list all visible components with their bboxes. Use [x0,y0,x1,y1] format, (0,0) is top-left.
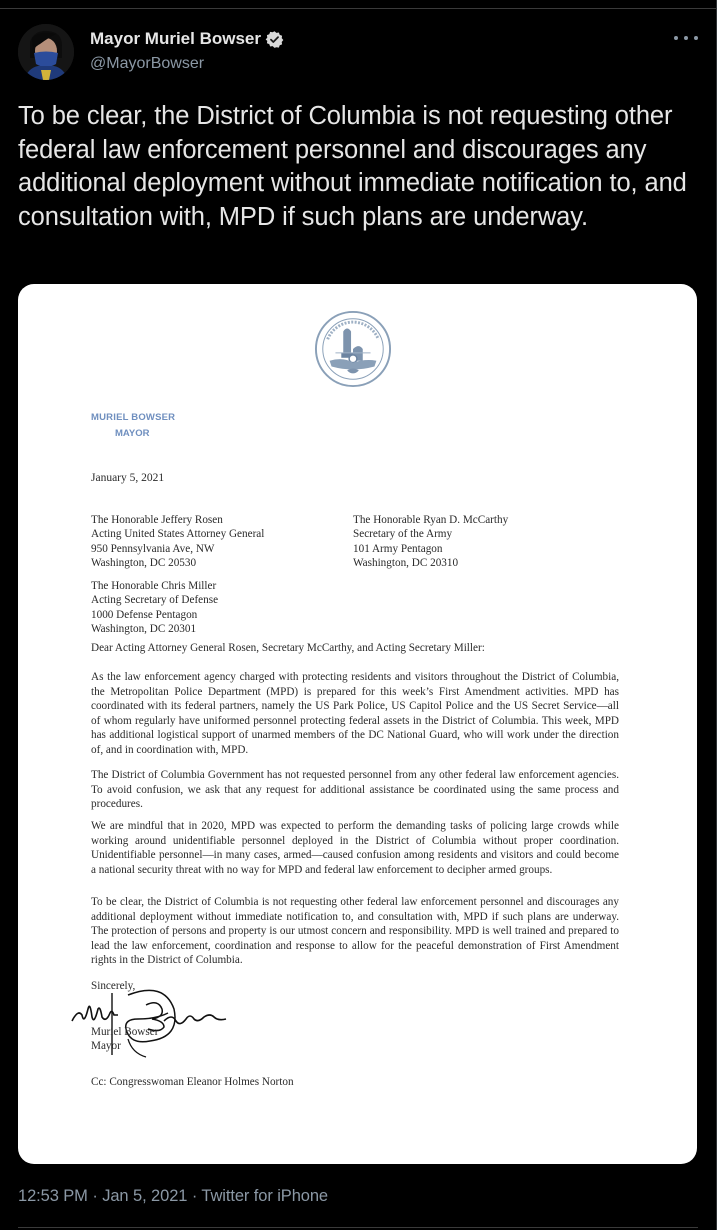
letter-paragraph-1: As the law enforcement agency charged with protecting residents and visitors throughout the District of Columbia, the Metropolitan Police Department (MPD) is prepared for this week’s First Amendment activities. MPD has coordinated with its federal partners, namely the US Park Police, US Capitol Police and the US Secret Service—all of whom regularly have uniformed personnel protecting federal assets in the District of Columbia. This week, MPD has additional logistical support of unarmed members of the DC National Guard, who will work under the direction of, and in coordination with, MPD. [91,671,619,756]
address-line: Washington, DC 20301 [91,622,197,635]
avatar[interactable] [18,24,74,80]
letter-date: January 5, 2021 [91,472,165,484]
separator: · [191,1187,198,1205]
tweet-metadata [18,1187,328,1206]
tweet-header [18,24,708,84]
tweet-source-link[interactable]: Twitter for iPhone [201,1187,329,1205]
verified-badge-icon [265,30,284,49]
address-line: The Honorable Chris Miller [91,580,217,592]
letter-salutation: Dear Acting Attorney General Rosen, Secretary McCarthy, and Acting Secretary Miller: [91,642,485,654]
address-line: Acting United States Attorney General [91,528,265,541]
address-line: Washington, DC 20530 [91,556,197,569]
tweet-time[interactable]: 12:53 PM [18,1187,88,1205]
recipient-address-rosen [91,513,264,570]
signer-name: Muriel Bowser [91,1026,159,1038]
recipient-address-mccarthy [353,513,508,570]
address-line: 1000 Defense Pentagon [91,608,198,621]
letter-document [18,284,697,1164]
author-handle[interactable]: @MayorBowser [90,55,205,72]
letter-closing: Sincerely, [91,980,136,992]
signer-block [91,1025,158,1054]
avatar-photo-icon [18,24,74,80]
address-line: The Honorable Ryan D. McCarthy [353,514,509,526]
address-line: Secretary of the Army [353,528,453,541]
signer-title: Mayor [91,1040,121,1053]
dot [684,36,688,40]
letter-cc: Cc: Congresswoman Eleanor Holmes Norton [91,1076,294,1088]
more-options-button[interactable] [674,30,698,46]
tweet-image[interactable] [18,284,697,1164]
recipient-address-miller [91,579,218,636]
address-line: 101 Army Pentagon [353,542,443,555]
dot [694,36,698,40]
address-line: The Honorable Jeffery Rosen [91,514,223,526]
top-divider [0,8,717,9]
author-block [90,28,284,75]
author-display-name[interactable]: Mayor Muriel Bowser [90,29,261,48]
letter-paragraph-3: We are mindful that in 2020, MPD was expected to perform the demanding tasks of policing large crowds while working around unidentifiable personnel deployed in the District of Columbia without proper coordination. Unidentifiable personnel—in many cases, armed—caused confusion among residents and visitors and could become a national security threat with no way for MPD and federal law enforcement to decipher armed groups. [91,820,619,876]
address-line: Washington, DC 20310 [353,556,459,569]
letter-paragraph-4: To be clear, the District of Columbia is not requesting other federal law enforcement personnel and discourages any additional deployment without immediate notification to, and consultation with, MPD if such plans are underway. The protection of persons and property is our utmost concern and responsibility. MPD is well trained and prepared to lead the law enforcement, coordination and response to allow for the peaceful demonstration of First Amendment rights in the District of Columbia. [91,896,619,966]
tweet-text: To be clear, the District of Columbia is not requesting other federal law enforcement personnel and discourages any additional deployment without immediate notification to, and consultation with, MPD if such plans are underway. [18,102,687,231]
tweet-date[interactable]: Jan 5, 2021 [102,1187,188,1205]
letter-paragraph-2: The District of Columbia Government has not requested personnel from any other federal law enforcement agencies. To avoid confusion, we ask that any request for additional assistance be coordinated using the same process and procedures. [91,769,619,810]
letterhead-name: MURIEL BOWSER [91,412,176,423]
author-name-row[interactable] [90,28,284,50]
letterhead-title: MAYOR [115,428,150,439]
separator: · [92,1187,98,1205]
bottom-divider [18,1227,698,1228]
address-line: 950 Pennsylvania Ave, NW [91,542,215,555]
more-horizontal-icon [674,36,678,40]
district-of-columbia-seal-icon [314,310,392,388]
address-line: Acting Secretary of Defense [91,594,219,607]
